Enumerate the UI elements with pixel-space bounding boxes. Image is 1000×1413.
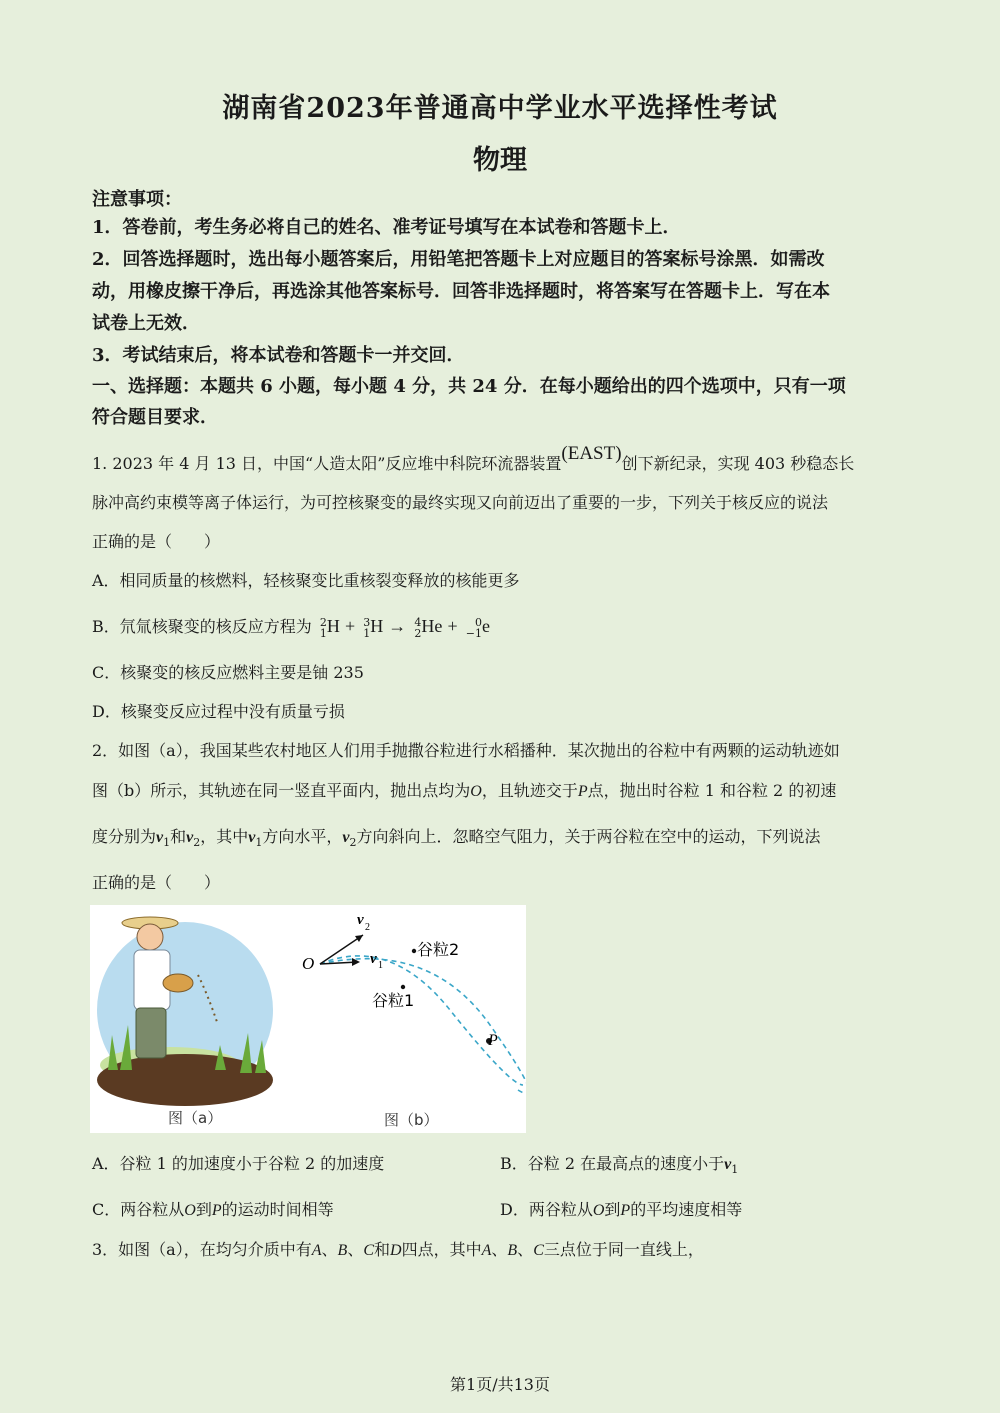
reaction-arrow: → xyxy=(388,616,407,636)
q2-line-4: 正确的是（ ） xyxy=(92,873,221,892)
v2-symbol-2: v xyxy=(342,829,350,846)
q3-text-a: 3．如图（a），在均匀介质中有 xyxy=(92,1240,312,1259)
q2-option-b-sub: 1 xyxy=(731,1163,739,1177)
q3-text-c: 三点位于同一直线上， xyxy=(543,1240,704,1259)
section-1-heading-line-1: 一、选择题：本题共 6 小题，每小题 4 分，共 24 分．在每小题给出的四个选项中，只有一项 xyxy=(92,376,846,397)
q3-and: 和 xyxy=(374,1240,391,1259)
v1-subscript-2: 1 xyxy=(255,836,263,850)
label-grain-1: 谷粒1 xyxy=(372,991,415,1010)
v2-symbol: v xyxy=(186,829,194,846)
plus-1: + xyxy=(344,616,356,636)
q1-line-1 xyxy=(92,443,912,476)
label-v2: v xyxy=(357,912,364,928)
q1-line-1-text-a: 1. 2023 年 4 月 13 日，中国“人造太阳”反应堆中科院环流器装置 xyxy=(92,454,562,473)
section-1-heading-line-2: 符合题目要求． xyxy=(92,407,218,428)
h2-symbol: H xyxy=(326,616,340,636)
q2-option-c-text-c: 的运动时间相等 xyxy=(221,1200,334,1219)
q2-figure xyxy=(90,905,526,1133)
farmer-head xyxy=(137,924,163,950)
q1-line-2: 脉冲高约束模等离子体运行，为可控核聚变的最终实现又向前迈出了重要的一步，下列关于核反应的说法 xyxy=(92,493,829,512)
h2-mass: 2 xyxy=(319,615,327,629)
q3-point-c-2: C xyxy=(533,1242,544,1259)
q3-point-c: C xyxy=(363,1242,374,1259)
q3-sep-2: 、 xyxy=(347,1240,364,1259)
v2-subscript: 2 xyxy=(193,836,201,850)
q2-option-d-text-a: D．两谷粒从 xyxy=(500,1200,593,1219)
q2-line-1: 2．如图（a），我国某些农村地区人们用手抛撒谷粒进行水稻播种．某次抛出的谷粒中有两颗的运动轨迹如 xyxy=(92,741,840,760)
q1-option-a: A．相同质量的核燃料，轻核聚变比重核裂变释放的核能更多 xyxy=(92,571,520,590)
q2-line-2-text-b: ，且轨迹交于 xyxy=(481,781,578,800)
q1-option-b xyxy=(92,614,490,639)
q1-east: (EAST) xyxy=(561,443,622,464)
v1-symbol-2: v xyxy=(248,829,256,846)
q3-sep-3: 、 xyxy=(491,1240,508,1259)
notice-item-3: 3．考试结束后，将本试卷和答题卡一并交回． xyxy=(92,345,465,366)
q3-point-d: D xyxy=(390,1242,402,1259)
electron-numbers xyxy=(466,617,482,639)
v2-subscript-2: 2 xyxy=(349,836,357,850)
q2-option-d-p: P xyxy=(620,1202,631,1219)
page-footer: 第1页/共13页 xyxy=(450,1375,550,1394)
he4-charge: 2 xyxy=(414,626,422,640)
q2-line-2 xyxy=(92,779,912,804)
electron-mass: 0 xyxy=(474,615,482,629)
grain-1-dot xyxy=(401,985,405,989)
point-o: O xyxy=(470,783,482,800)
q3-line-1 xyxy=(92,1238,912,1263)
q2-option-c xyxy=(92,1198,334,1223)
notice-heading: 注意事项： xyxy=(92,189,182,210)
q2-option-a: A．谷粒 1 的加速度小于谷粒 2 的加速度 xyxy=(92,1154,385,1173)
label-v1-sub: 1 xyxy=(378,960,383,971)
q2-option-c-o: O xyxy=(184,1202,196,1219)
h3-charge: 1 xyxy=(363,626,371,640)
q3-point-b: B xyxy=(337,1242,348,1259)
q2-line-3-text-c: ，其中 xyxy=(200,827,249,846)
electron-symbol: e xyxy=(481,616,490,636)
label-p: P xyxy=(488,1032,498,1049)
q2-line-2-text-c: 点，抛出时谷粒 1 和谷粒 2 的初速 xyxy=(587,781,837,800)
q2-line-3-text-d: 方向水平， xyxy=(262,827,343,846)
h2-charge: 1 xyxy=(319,626,327,640)
q2-option-d-text-c: 的平均速度相等 xyxy=(630,1200,743,1219)
grain-2-dot xyxy=(412,949,416,953)
q3-sep-4: 、 xyxy=(517,1240,534,1259)
q2-line-3-text-a: 度分别为 xyxy=(92,827,157,846)
q3-sep-1: 、 xyxy=(321,1240,338,1259)
label-grain-2: 谷粒2 xyxy=(417,940,460,959)
q2-option-b-text: B．谷粒 2 在最高点的速度小于 xyxy=(500,1154,725,1173)
notice-item-2-line-2: 动，用橡皮擦干净后，再选涂其他答案标号．回答非选择题时，将答案写在答题卡上．写在本 xyxy=(92,281,830,302)
q2-line-3 xyxy=(92,825,912,855)
q2-option-b xyxy=(500,1152,738,1182)
q1-option-c: C．核聚变的核反应燃料主要是铀 235 xyxy=(92,663,364,682)
q1-option-b-text: B．氘氚核聚变的核反应方程为 xyxy=(92,617,312,636)
q1-line-1-text-b: 创下新纪录，实现 403 秒稳态长 xyxy=(621,454,855,473)
label-v1: v xyxy=(370,951,377,967)
q2-line-3-text-e: 方向斜向上．忽略空气阻力，关于两谷粒在空中的运动，下列说法 xyxy=(356,827,821,846)
trajectory-grain-1 xyxy=(320,959,526,1094)
q3-text-b: 四点，其中 xyxy=(401,1240,482,1259)
h2-nuclide-numbers xyxy=(320,617,327,639)
farmer-trousers xyxy=(136,1008,166,1058)
figure-svg xyxy=(90,905,526,1133)
q1-line-3: 正确的是（ ） xyxy=(92,532,221,551)
notice-item-1: 1．答卷前，考生务必将自己的姓名、准考证号填写在本试卷和答题卡上． xyxy=(92,217,681,238)
q2-option-c-p: P xyxy=(211,1202,222,1219)
q2-option-c-text-a: C．两谷粒从 xyxy=(92,1200,185,1219)
exam-title: 湖南省2023年普通高中学业水平选择性考试 xyxy=(222,93,778,124)
label-o: O xyxy=(302,954,315,973)
q1-option-d: D．核聚变反应过程中没有质量亏损 xyxy=(92,702,345,721)
q2-line-2-text-a: 图（b）所示，其轨迹在同一竖直平面内，抛出点均为 xyxy=(92,781,471,800)
electron-charge: −1 xyxy=(465,626,482,640)
h3-symbol: H xyxy=(370,616,384,636)
q2-line-3-text-b: 和 xyxy=(170,827,187,846)
v2-arrowhead xyxy=(355,935,363,942)
label-v2-sub: 2 xyxy=(365,922,370,933)
subject-title: 物理 xyxy=(473,145,527,176)
farmer-illustration xyxy=(97,917,273,1106)
notice-item-2-line-3: 试卷上无效． xyxy=(92,313,200,334)
q3-point-a: A xyxy=(311,1242,322,1259)
he4-mass: 4 xyxy=(414,615,422,629)
notice-item-2-line-1: 2．回答选择题时，选出每小题答案后，用铅笔把答题卡上对应题目的答案标号涂黑．如需改 xyxy=(92,249,825,270)
v1-subscript: 1 xyxy=(163,836,171,850)
q2-option-c-text-b: 到 xyxy=(195,1200,212,1219)
point-p: P xyxy=(577,783,588,800)
q3-point-a-2: A xyxy=(481,1242,492,1259)
q2-option-d xyxy=(500,1198,742,1223)
he4-symbol: He xyxy=(421,616,443,636)
q3-point-b-2: B xyxy=(507,1242,518,1259)
caption-b: 图（b） xyxy=(384,1111,439,1129)
q2-option-d-text-b: 到 xyxy=(604,1200,621,1219)
q2-option-d-o: O xyxy=(592,1202,605,1219)
h3-mass: 3 xyxy=(363,615,371,629)
caption-a: 图（a） xyxy=(168,1109,223,1127)
plus-2: + xyxy=(447,616,458,636)
trajectory-grain-2 xyxy=(320,956,523,1085)
q2-option-b-v: v xyxy=(724,1156,732,1173)
v1-symbol: v xyxy=(156,829,164,846)
seed-basket xyxy=(163,974,193,992)
